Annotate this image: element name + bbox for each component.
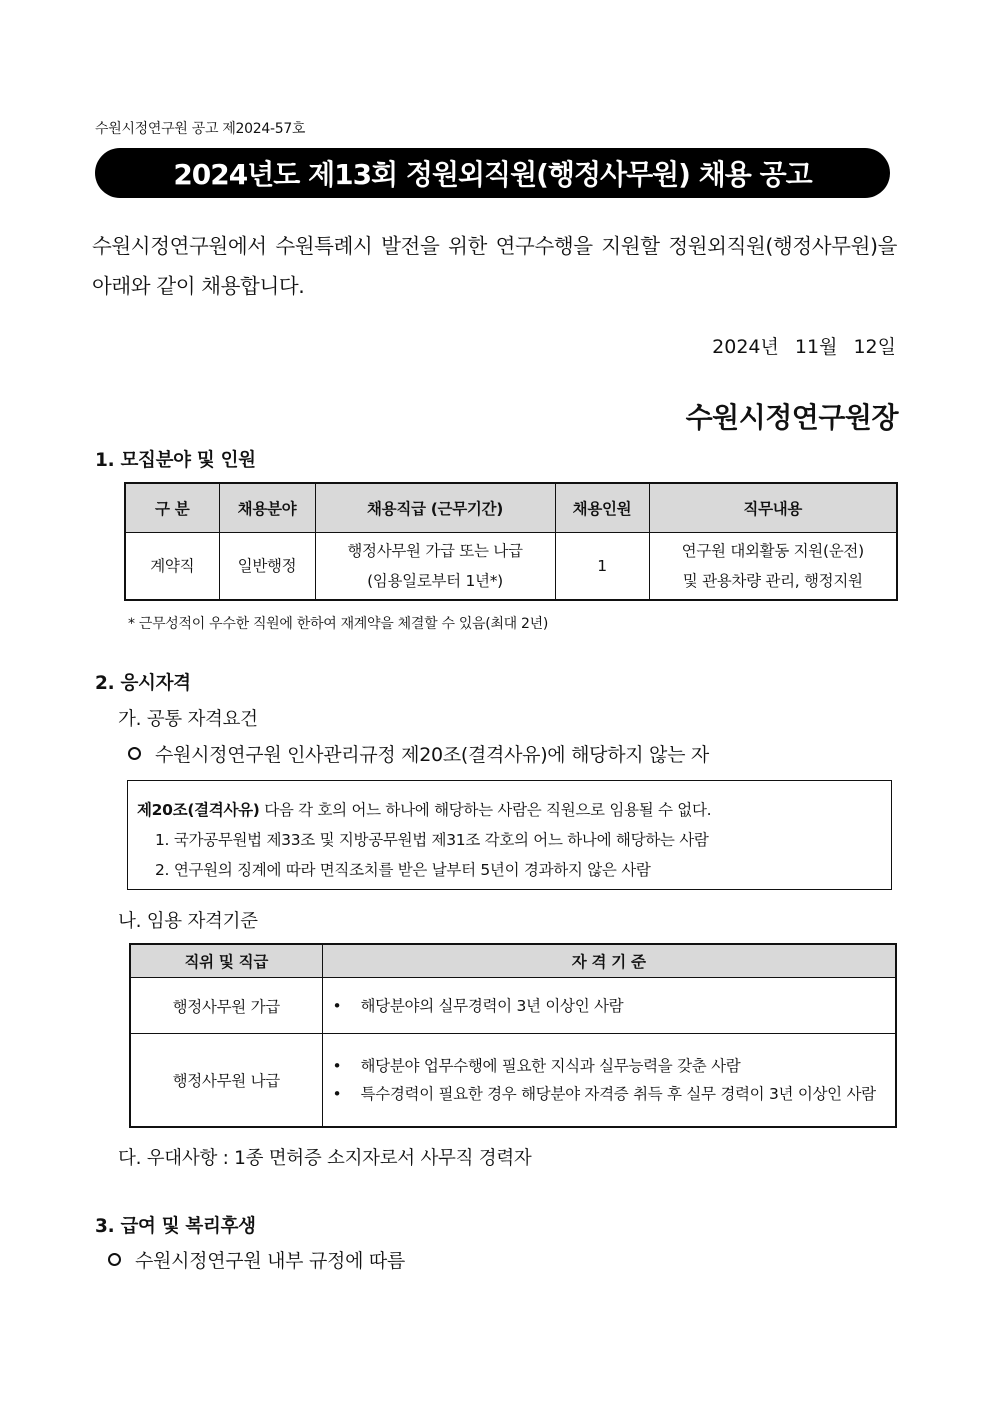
section-3-heading: 3. 급여 및 복리후생 [95, 1216, 256, 1237]
position-cell: 행정사무원 나급 [130, 1034, 322, 1128]
article-item: 2. 연구원의 징계에 따라 면직조치를 받은 날부터 5년이 경과하지 않은 사람 [155, 861, 651, 879]
column-header: 채용직급 (근무기간) [315, 483, 555, 533]
duty-line: 연구원 대외활동 지원(운전) [681, 542, 864, 560]
grade-line: 행정사무원 가급 또는 나급 [347, 542, 523, 560]
recruitment-table [124, 482, 898, 601]
benefits-text: 수원시정연구원 내부 규정에 따름 [135, 1250, 405, 1272]
column-header: 채용분야 [219, 483, 315, 533]
criteria-cell [322, 978, 896, 1034]
bullet-icon: • [332, 1057, 342, 1075]
position-cell: 행정사무원 가급 [130, 978, 322, 1034]
duty-description [649, 533, 897, 601]
announcement-title: 2024년도 제13회 정원외직원(행정사무원) 채용 공고 [95, 148, 890, 198]
bullet-icon: • [332, 996, 342, 1015]
subsection-qualification-criteria: 나. 임용 자격기준 [118, 911, 258, 932]
footnote: * 근무성적이 우수한 직원에 한하여 재계약을 체결할 수 있음(최대 2년) [128, 616, 549, 632]
bullet-icon: • [332, 1085, 342, 1103]
signatory: 수원시정연구원장 [685, 401, 898, 434]
table-row [130, 1034, 896, 1128]
article-item: 1. 국가공무원법 제33조 및 지방공무원법 제31조 각호의 어느 하나에 해당하는 사람 [155, 831, 709, 849]
table-row [125, 533, 897, 601]
article-text: 다음 각 호의 어느 하나에 해당하는 사람은 직원으로 임용될 수 없다. [259, 801, 712, 819]
duty-line: 및 관용차량 관리, 행정지원 [682, 572, 863, 590]
column-header: 직위 및 직급 [130, 944, 322, 978]
criteria-item: • 특수경력이 필요한 경우 해당분야 자격증 취득 후 실무 경력이 3년 이상인 사람 [333, 1082, 888, 1106]
disqualification-box [127, 780, 892, 890]
column-header: 채용인원 [555, 483, 649, 533]
intro-paragraph: 수원시정연구원에서 수원특례시 발전을 위한 연구수행을 지원할 정원외직원(행정사무원)을 아래와 같이 채용합니다. [92, 234, 897, 298]
requirement-text: 수원시정연구원 인사관리규정 제20조(결격사유)에 해당하지 않는 자 [155, 744, 709, 766]
notice-number: 수원시정연구원 공고 제2024-57호 [95, 121, 306, 137]
headcount: 1 [555, 533, 649, 601]
table-row [130, 978, 896, 1034]
column-header: 직무내용 [649, 483, 897, 533]
table-header-row [130, 944, 896, 978]
qualification-table [129, 943, 897, 1128]
section-2-heading: 2. 응시자격 [95, 673, 191, 694]
column-header: 구 분 [125, 483, 219, 533]
box-title-line [137, 795, 891, 825]
article-title: 제20조(결격사유) [137, 801, 260, 819]
benefits-item [108, 1246, 405, 1273]
subsection-preference: 다. 우대사항 : 1종 면허증 소지자로서 사무직 경력자 [118, 1148, 532, 1169]
subsection-common-requirements: 가. 공통 자격요건 [118, 709, 258, 730]
criteria-item: • 해당분야 업무수행에 필요한 지식과 실무능력을 갖춘 사람 [333, 1054, 888, 1078]
period-line: (임용일로부터 1년*) [367, 572, 503, 590]
circle-bullet-icon [108, 1253, 121, 1266]
employment-type: 계약직 [125, 533, 219, 601]
section-1-heading: 1. 모집분야 및 인원 [95, 450, 256, 471]
recruitment-field: 일반행정 [219, 533, 315, 601]
circle-bullet-icon [128, 747, 141, 760]
grade-period [315, 533, 555, 601]
column-header: 자 격 기 준 [322, 944, 896, 978]
requirement-item [128, 740, 709, 767]
table-header-row [125, 483, 897, 533]
criteria-item: • 해당분야의 실무경력이 3년 이상인 사람 [333, 994, 888, 1018]
announcement-date: 2024년 11월 12일 [712, 336, 896, 358]
criteria-cell [322, 1034, 896, 1128]
